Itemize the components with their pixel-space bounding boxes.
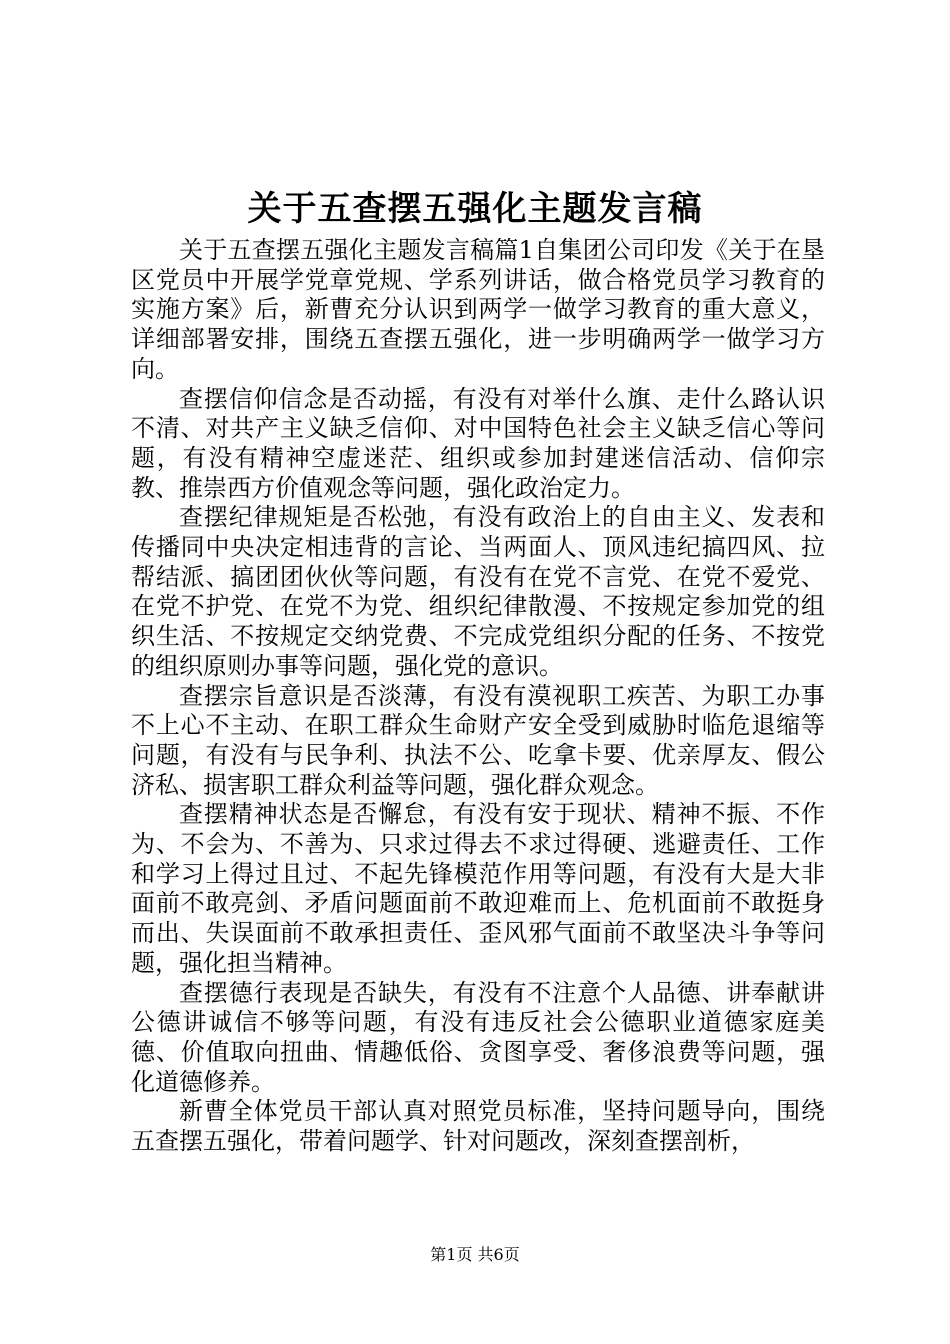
paragraph-4: 查摆宗旨意识是否淡薄，有没有漠视职工疾苦、为职工办事不上心不主动、在职工群众生命财产安全受到威胁时临危退缩等问题，有没有与民争利、执法不公、吃拿卡要、优亲厚友、假公济私、损害职工群众利益等问题，强化群众观念。: [131, 681, 825, 799]
paragraph-7: 新曹全体党员干部认真对照党员标准，坚持问题导向，围绕五查摆五强化，带着问题学、针对问题改，深刻查摆剖析，: [131, 1097, 825, 1156]
paragraph-1: 关于五查摆五强化主题发言稿篇1自集团公司印发《关于在垦区党员中开展学党章党规、学系列讲话，做合格党员学习教育的实施方案》后，新曹充分认识到两学一做学习教育的重大意义，详细部署安排，围绕五查摆五强化，进一步明确两学一做学习方向。: [131, 236, 825, 383]
paragraph-6: 查摆德行表现是否缺失，有没有不注意个人品德、讲奉献讲公德讲诚信不够等问题，有没有违反社会公德职业道德家庭美德、价值取向扭曲、情趣低俗、贪图享受、奢侈浪费等问题，强化道德修养。: [131, 978, 825, 1096]
document-body: [131, 236, 825, 1157]
page-number-footer: 第1页 共6页: [430, 1245, 520, 1264]
paragraph-3: 查摆纪律规矩是否松弛，有没有政治上的自由主义、发表和传播同中央决定相违背的言论、当两面人、顶风违纪搞四风、拉帮结派、搞团团伙伙等问题，有没有在党不言党、在党不爱党、在党不护党、在党不为党、组织纪律散漫、不按规定参加党的组织生活、不按规定交纳党费、不完成党组织分配的任务、不按党的组织原则办事等问题，强化党的意识。: [131, 503, 825, 680]
paragraph-2: 查摆信仰信念是否动摇，有没有对举什么旗、走什么路认识不清、对共产主义缺乏信仰、对中国特色社会主义缺乏信心等问题，有没有精神空虚迷茫、组织或参加封建迷信活动、信仰宗教、推崇西方价值观念等问题，强化政治定力。: [131, 384, 825, 502]
paragraph-5: 查摆精神状态是否懈怠，有没有安于现状、精神不振、不作为、不会为、不善为、只求过得去不求过得硬、逃避责任、工作和学习上得过且过、不起先锋模范作用等问题，有没有大是大非面前不敢亮剑、矛盾问题面前不敢迎难而上、危机面前不敢挺身而出、失误面前不敢承担责任、歪风邪气面前不敢坚决斗争等问题，强化担当精神。: [131, 800, 825, 977]
document-title: 关于五查摆五强化主题发言稿: [247, 189, 703, 229]
